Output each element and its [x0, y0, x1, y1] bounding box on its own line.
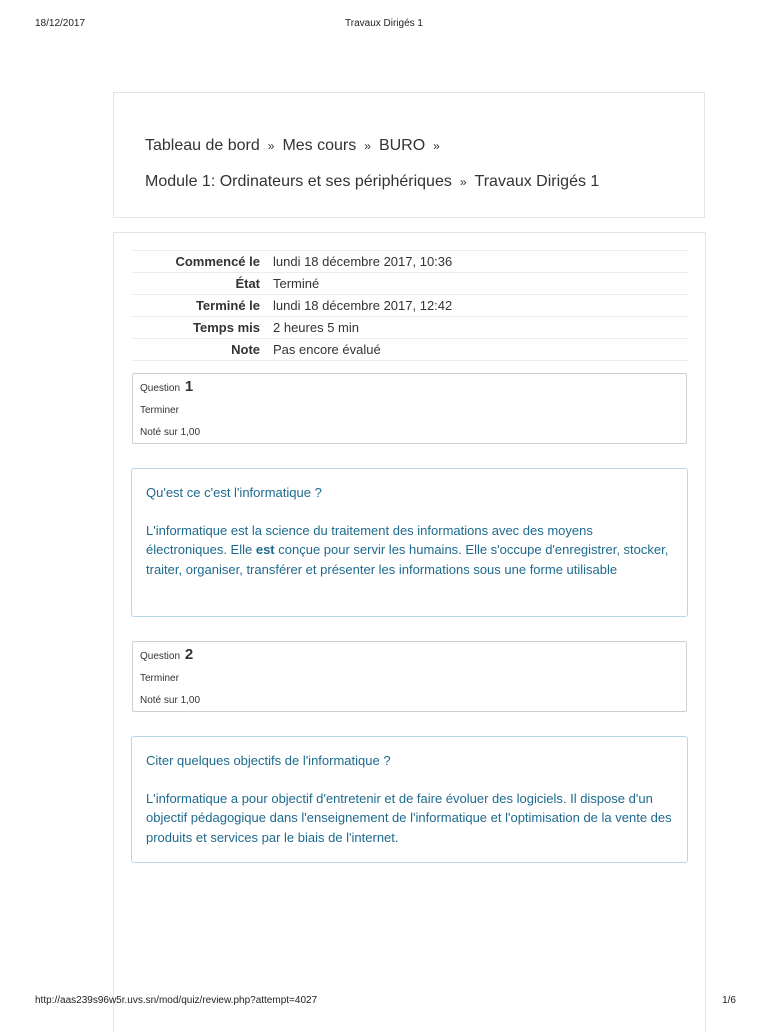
breadcrumb	[145, 137, 448, 155]
answer-text	[146, 521, 672, 579]
answer-text-part: conçue pour servir les humains. Elle s'occupe d'enregistrer, stocker, traiter, organiser, transférer et présenter les informations sous une forme utilisable	[146, 542, 669, 577]
summary-label: Commencé le	[175, 254, 260, 269]
summary-row-state	[132, 273, 688, 295]
attempt-summary-table	[132, 250, 688, 361]
summary-row-grade	[132, 339, 688, 361]
breadcrumb-quiz-link[interactable]: Travaux Dirigés 1	[474, 173, 600, 190]
answer-text-part: L'informatique est la science du traitement des informations avec des moyens électroniques. Elle	[146, 523, 593, 558]
question-number	[140, 378, 193, 395]
breadcrumb-separator: »	[459, 175, 467, 189]
question-state: Terminer	[140, 673, 179, 684]
summary-row-time-taken	[132, 317, 688, 339]
summary-label: Note	[231, 342, 260, 357]
print-page-number: 1/6	[722, 995, 736, 1006]
breadcrumb-course-link[interactable]: BURO	[378, 137, 426, 154]
print-date: 18/12/2017	[35, 18, 86, 29]
breadcrumb-line-2	[145, 173, 599, 191]
breadcrumb-panel	[113, 92, 705, 218]
question-prefix: Question	[140, 651, 181, 662]
summary-value: lundi 18 décembre 2017, 12:42	[273, 298, 453, 313]
breadcrumb-separator: »	[364, 139, 371, 153]
breadcrumb-separator: »	[267, 139, 275, 153]
summary-row-completed	[132, 295, 688, 317]
print-url: http://aas239s96w5r.uvs.sn/mod/quiz/review.php?attempt=4027	[35, 995, 318, 1006]
question-max-grade: Noté sur 1,00	[140, 427, 201, 438]
question-state: Terminer	[140, 405, 179, 416]
question-1-info	[132, 373, 687, 444]
summary-label: Terminé le	[195, 298, 260, 313]
summary-value: Pas encore évalué	[273, 342, 381, 357]
question-2-info	[132, 641, 687, 712]
question-1-content	[131, 468, 688, 617]
question-text: Citer quelques objectifs de l'informatique ?	[146, 753, 391, 768]
question-prefix: Question	[140, 383, 181, 394]
question-2-content	[131, 736, 688, 863]
breadcrumb-dashboard-link[interactable]: Tableau de bord	[145, 137, 260, 154]
question-text: Qu'est ce c'est l'informatique ?	[146, 485, 322, 500]
answer-text-bold: est	[255, 542, 275, 558]
summary-value: 2 heures 5 min	[273, 320, 359, 335]
question-number-value: 1	[184, 378, 194, 395]
breadcrumb-module-link[interactable]: Module 1: Ordinateurs et ses périphériques	[145, 173, 452, 190]
summary-value: lundi 18 décembre 2017, 10:36	[273, 254, 453, 269]
summary-value: Terminé	[273, 276, 320, 291]
breadcrumb-separator: »	[433, 139, 440, 153]
question-number	[140, 646, 193, 663]
summary-label: Temps mis	[193, 320, 260, 335]
answer-text: L'informatique a pour objectif d'entretenir et de faire évoluer des logiciels. Il dispose d'un objectif pédagogique dans l'enseignement de l'informatique et l'optimisation de la vente des produits et services par le biais de l'internet.	[146, 791, 672, 845]
question-number-value: 2	[184, 646, 194, 663]
summary-row-started	[132, 251, 688, 273]
print-title: Travaux Dirigés 1	[345, 18, 423, 29]
summary-label: État	[235, 276, 260, 291]
breadcrumb-my-courses-link[interactable]: Mes cours	[282, 137, 357, 154]
question-max-grade: Noté sur 1,00	[140, 695, 201, 706]
